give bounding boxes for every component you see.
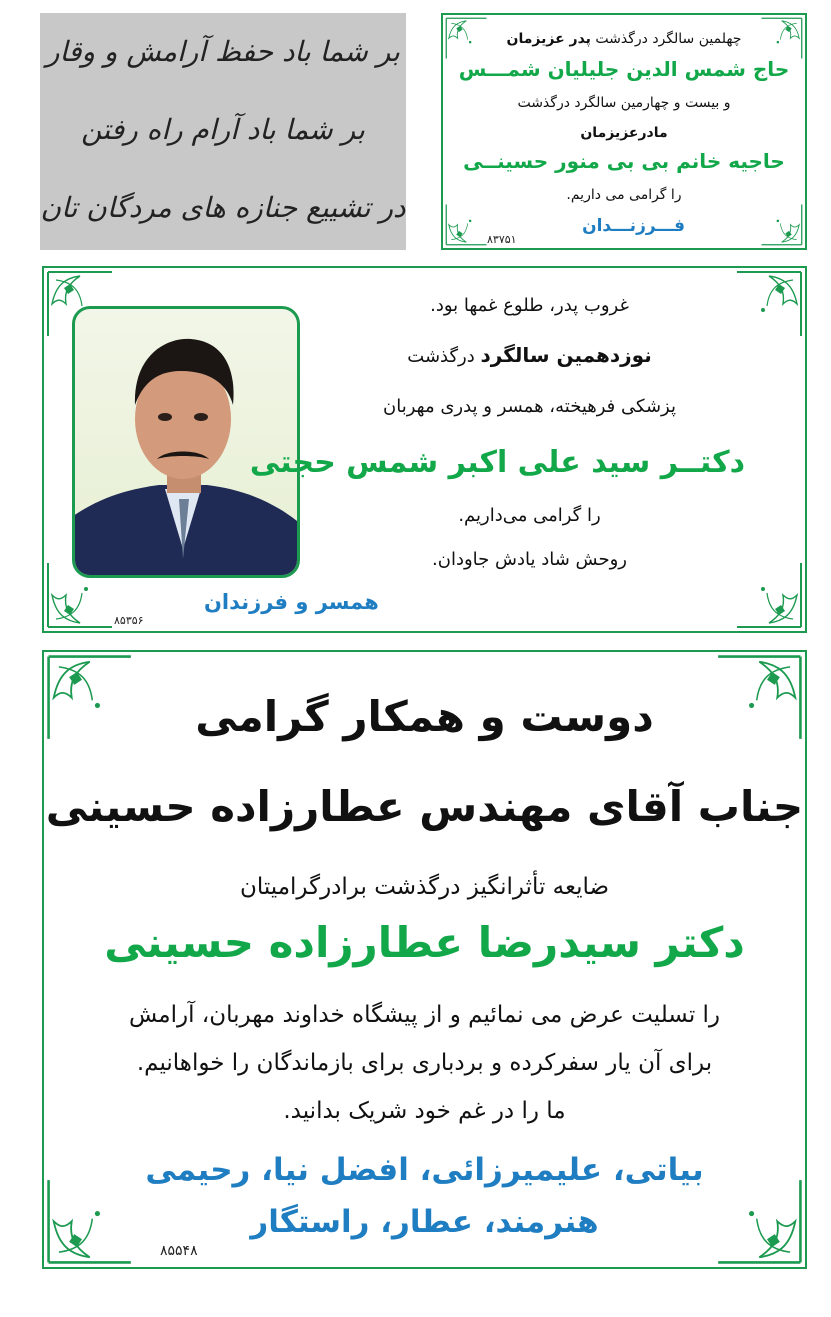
notice-2-line-1: غروب پدر، طلوع غمها بود.: [430, 295, 629, 316]
notice-2-signature: همسر و فرزندان: [204, 590, 379, 614]
notice-2-line-2-rest: درگذشت: [407, 346, 475, 367]
poem-line-3: در تشییع جنازه های مردگان تان: [40, 191, 406, 224]
notice-2-code: ۸۵۳۵۶: [114, 614, 144, 627]
notice-1-signature: فـــرزنـــدان: [582, 216, 685, 236]
notice-3-name: دکتر سیدرضا عطارزاده حسینی: [104, 918, 745, 967]
notice-2-line-2-bold: نوزدهمین سالگرد: [480, 343, 652, 367]
notice-1-line-6: را گرامی می داریم.: [566, 187, 682, 203]
notice-3-body-3: ما را در غم خود شریک بدانید.: [283, 1098, 566, 1124]
notice-1-name-2: حاجیه خانم بی بی منور حسینــی: [463, 149, 785, 173]
notice-2-line-2: [314, 334, 745, 384]
notice-3-line-3: ضایعه تأثرانگیز درگذشت برادرگرامیتان: [239, 874, 610, 900]
notice-3-heading-2: جناب آقای مهندس عطارزاده حسینی: [45, 782, 804, 831]
notice-1-line-1: [443, 31, 805, 47]
poem-box: [40, 13, 406, 250]
notice-1-line-4: مادرعزیزمان: [580, 125, 668, 141]
notice-2-line-3: پزشکی فرهیخته، همسر و پدری مهربان: [383, 396, 676, 417]
poem-line-1: بر شما باد حفظ آرامش و وقار: [46, 35, 400, 68]
poem-line-2: بر شما باد آرام راه رفتن: [81, 113, 365, 146]
notice-2-name: دکتــر سید علی اکبر شمس حجتی: [249, 445, 745, 480]
notice-1-code: ۸۳۷۵۱: [487, 233, 517, 246]
notice-3-signers-2: هنرمند، عطار، راستگار: [250, 1204, 599, 1240]
notice-2-text: [249, 286, 745, 582]
notice-3-body-1: را تسلیت عرض می نمائیم و از پیشگاه خداوند مهربان، آرامش: [128, 1002, 721, 1028]
notice-3-heading-1: دوست و همکار گرامی: [195, 692, 654, 741]
notice-1-name-1: حاج شمس الدین جلیلیان شمـــس: [458, 57, 790, 81]
notice-3: [42, 650, 807, 1269]
ornament-corner-icon: [759, 202, 803, 246]
notice-1-line-1-prefix: چهلمین سالگرد درگذشت: [595, 31, 742, 47]
notice-2-line-6: روحش شاد یادش جاودان.: [432, 549, 627, 570]
notice-1-line-3: و بیست و چهارمین سالگرد درگذشت: [517, 95, 731, 111]
notice-1-line-1-bold: پدر عزیزمان: [506, 31, 591, 47]
notice-2-line-5: را گرامی می‌داریم.: [458, 505, 601, 526]
notice-3-body-2: برای آن یار سفرکرده و بردباری برای بازماندگان را خواهانیم.: [136, 1050, 713, 1076]
notice-3-code: ۸۵۵۴۸: [160, 1243, 198, 1259]
notice-1: [441, 13, 807, 250]
ornament-corner-icon: [445, 202, 489, 246]
notice-2: [42, 266, 807, 633]
notice-3-signers-1: بیاتی، علیمیرزائی، افضل نیا، رحیمی: [145, 1152, 704, 1188]
